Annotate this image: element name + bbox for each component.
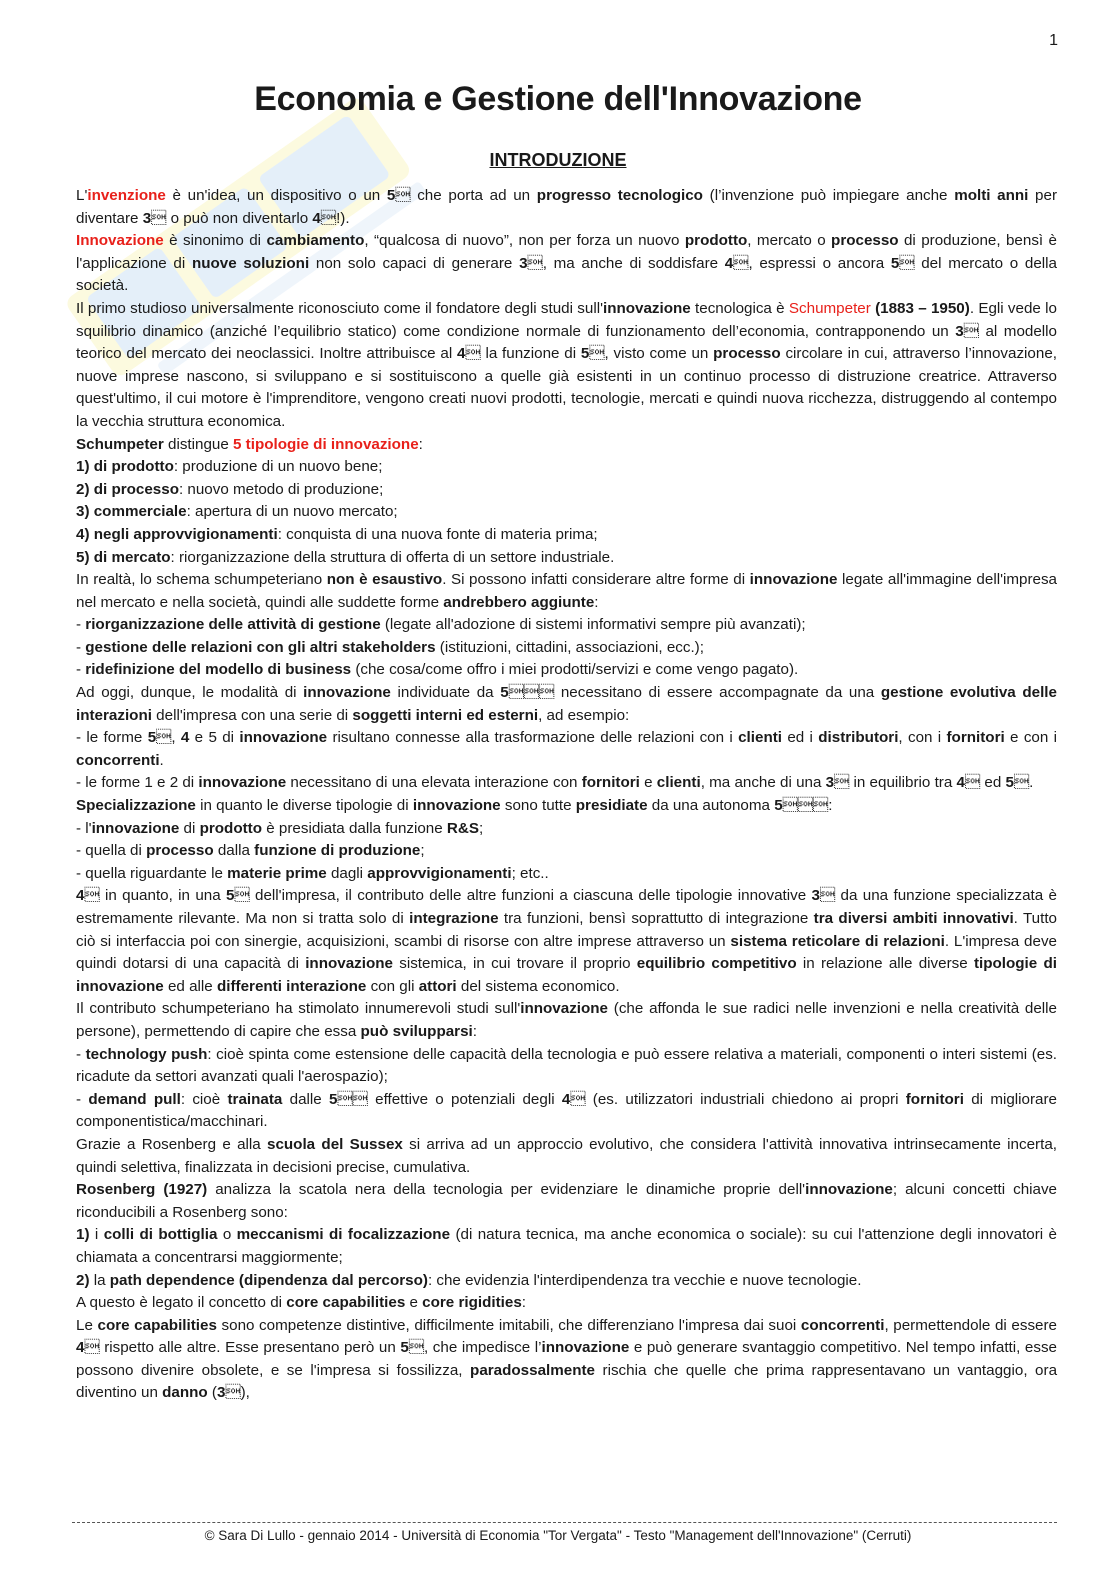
footer-credit: © Sara Di Lullo - gennaio 2014 - Università di Economia "Tor Vergata" - Testo "Management dell'Innovazione" (Cerruti) (204, 1528, 912, 1543)
paragraph: Grazie a Rosenberg e alla scuola del Sussex si arriva ad un approccio evolutivo, che considera l'attività innovativa intrinsecamente incerta, quindi selettiva, finalizzata in decisioni precise, cumulativa. (76, 1135, 1057, 1176)
section-heading: INTRODUZIONE (489, 150, 627, 170)
paragraph: - quella riguardante le materie prime dagli approvvigionamenti; etc.. (76, 864, 549, 882)
paragraph: 4) negli approvvigionamenti: conquista di una nuova fonte di materia prima; (76, 525, 598, 543)
paragraph: - technology push: cioè spinta come estensione delle capacità della tecnologia e può essere relativa a materiali, componenti o interi sistemi (es. ricadute da settori avanzati quali l'aerospazio); (76, 1045, 1058, 1086)
paragraph: Specializzazione in quanto le diverse tipologie di innovazione sono tutte presidiate da una autonoma 5: (76, 797, 833, 815)
paragraph: Innovazione è sinonimo di cambiamento, “qualcosa di nuovo”, non per forza un nuovo prodotto, mercato o processo di produzione, bensì è l'applicazione di nuove soluzioni non solo capaci di generare 3, ma anche di soddisfare 4, espressi o ancora 5 del mercato o della società. (76, 232, 1057, 295)
page-number: 1 (1049, 32, 1058, 49)
paragraph: Rosenberg (1927) analizza la scatola nera della tecnologia per evidenziare le dinamiche proprie dell'innovazione; alcuni concetti chiave riconducibili a Rosenberg sono: (76, 1181, 1057, 1221)
paragraph: - demand pull: cioè trainata dalle 5 effettive o potenziali degli 4 (es. utilizzatori industriali chiedono ai propri fornitori di migliorare componentistica/macchinari. (76, 1090, 1058, 1131)
footer-divider (72, 1522, 1057, 1523)
paragraph: 4 in quanto, in una 5 dell'impresa, il contributo delle altre funzioni a ciascuna delle tipologie innovative 3 da una funzione specializzata è estremamente rilevante. Ma non si tratta solo di integrazione tra funzioni, bensì soprattutto di integrazione tra diversi ambiti innovativi. Tutto ciò si interfaccia poi con sinergie, acquisizioni, scambi di risorse con altre imprese attraverso un sistema reticolare di relazioni. L'impresa deve quindi dotarsi di una capacità di innovazione sistemica, in cui trovare il proprio equilibrio competitivo in relazione alle diverse tipologie di innovazione ed alle differenti interazione con gli attori del sistema economico. (76, 887, 1057, 995)
paragraph: 1) di prodotto: produzione di un nuovo bene; (76, 458, 383, 476)
paragraph: - l'innovazione di prodotto è presidiata dalla funzione R&S; (76, 819, 484, 837)
paragraph: - riorganizzazione delle attività di gestione (legate all'adozione di sistemi informativi sempre più avanzati); (76, 616, 806, 634)
paragraph: Il primo studioso universalmente riconosciuto come il fondatore degli studi sull'innovazione tecnologica è Schumpeter (1883 – 1950). Egli vede lo squilibrio dinamico (anziché l’equilibrio statico) come condizione normale di funzionamento dell’economia, contrapponendo un 3 al modello teorico del mercato dei neoclassici. Inoltre attribuisce al 4 la funzione di 5, visto come un processo circolare in cui, attraverso l’innovazione, nuove imprese nascono, si sviluppano e si sostituiscono a quelle già esistenti in un continuo processo di distruzione creatrice. Attraverso quest'ultimo, il cui motore è l'imprenditore, vengono creati nuovi prodotti, tecnologie, mercati e quindi nuova ricchezza, distruggendo al contempo la vecchia struttura economica. (76, 299, 1057, 430)
paragraph: A questo è legato il concetto di core capabilities e core rigidities: (76, 1294, 527, 1312)
paragraph: - quella di processo dalla funzione di produzione; (76, 842, 425, 860)
body-text (76, 185, 1057, 1405)
paragraph: Il contributo schumpeteriano ha stimolato innumerevoli studi sull'innovazione (che affonda le sue radici nelle invenzioni e nella creatività delle persone), permettendo di capire che essa può svilupparsi: (76, 1000, 1057, 1040)
paragraph: 2) la path dependence (dipendenza dal percorso): che evidenzia l'interdipendenza tra vecchie e nuove tecnologie. (76, 1271, 862, 1289)
document-title: Economia e Gestione dell'Innovazione (254, 80, 862, 118)
paragraph: Schumpeter distingue 5 tipologie di innovazione: (76, 435, 423, 453)
paragraph: 5) di mercato: riorganizzazione della struttura di offerta di un settore industriale. (76, 548, 615, 566)
paragraph: In realtà, lo schema schumpeteriano non è esaustivo. Si possono infatti considerare altre forme di innovazione legate all'immagine dell'impresa nel mercato e nella società, quindi alle suddette forme andrebbero aggiunte: (76, 571, 1057, 611)
paragraph: - le forme 1 e 2 di innovazione necessitano di una elevata interazione con fornitori e clienti, ma anche di una 3 in equilibrio tra 4 ed 5. (76, 774, 1034, 792)
paragraph: - ridefinizione del modello di business (che cosa/come offro i miei prodotti/servizi e come vengo pagato). (76, 661, 799, 679)
paragraph: Le core capabilities sono competenze distintive, difficilmente imitabili, che differenziano l'impresa dai suoi concorrenti, permettendole di essere 4 rispetto alle altre. Esse presentano però un 5, che impedisce l’innovazione e può generare svantaggio competitivo. Nel tempo infatti, esse possono divenire obsolete, e se l'impresa si fossilizza, paradossalmente rischia che quelle che prima rappresentavano un vantaggio, ora diventino un danno (3), (76, 1316, 1058, 1402)
paragraph: - gestione delle relazioni con gli altri stakeholders (istituzioni, cittadini, associazioni, ecc.); (76, 638, 704, 656)
paragraph: 2) di processo: nuovo metodo di produzione; (76, 480, 384, 498)
paragraph: L'invenzione è un'idea, un dispositivo o un 5 che porta ad un progresso tecnologico (l’invenzione può impiegare anche molti anni per diventare 3 o può non diventarlo 4!). (76, 187, 1058, 227)
paragraph: - le forme 5, 4 e 5 di innovazione risultano connesse alla trasformazione delle relazioni con i clienti ed i distributori, con i fornitori e con i concorrenti. (76, 729, 1058, 769)
paragraph: Ad oggi, dunque, le modalità di innovazione individuate da 5 necessitano di essere accompagnate da una gestione evolutiva delle interazioni dell'impresa con una serie di soggetti interni ed esterni, ad esempio: (76, 684, 1057, 724)
paragraph: 3) commerciale: apertura di un nuovo mercato; (76, 503, 398, 521)
paragraph: 1) i colli di bottiglia o meccanismi di focalizzazione (di natura tecnica, ma anche economica o sociale): su cui l'attenzione degli innovatori è chiamata a concentrarsi maggiormente; (76, 1226, 1058, 1266)
